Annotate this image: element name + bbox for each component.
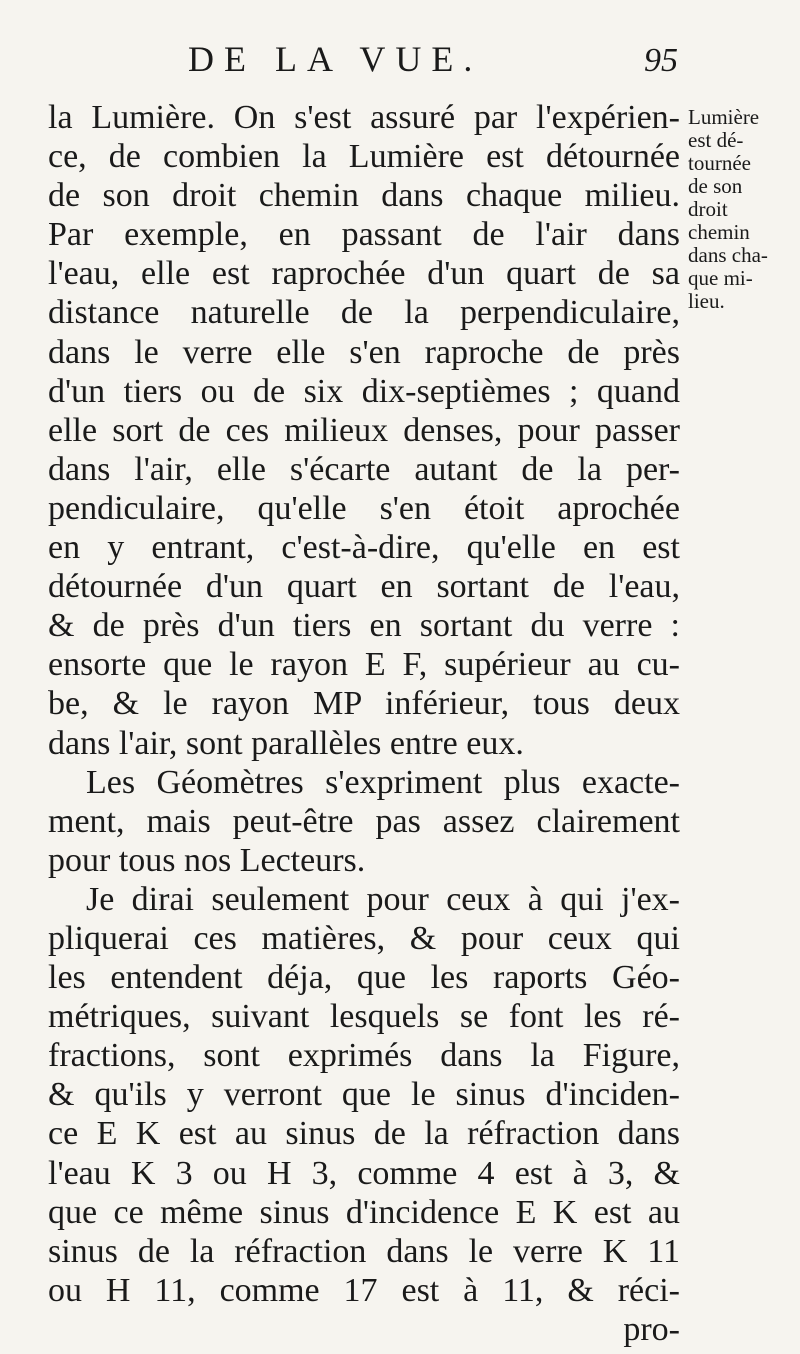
margin-note — [688, 106, 788, 313]
text-line: l'eau, elle est raprochée d'un quart de sa — [48, 255, 680, 293]
page-number: 95 — [644, 42, 678, 79]
text-line: métriques, suivant lesquels se font les ré- — [48, 998, 680, 1036]
text-line: dans le verre elle s'en raproche de près — [48, 333, 680, 371]
text-line: en y entrant, c'est-à-dire, qu'elle en est — [48, 529, 680, 567]
page-header — [48, 38, 678, 88]
margin-note-line: de son — [688, 174, 743, 198]
text-line: dans l'air, sont parallèles entre eux. — [48, 724, 524, 762]
text-line: la Lumière. On s'est assuré par l'expérien- — [48, 99, 680, 136]
margin-note-line: droit — [688, 197, 728, 221]
text-line: pendiculaire, qu'elle s'en étoit aprochée — [48, 489, 680, 527]
margin-note-line: Lumière — [688, 105, 760, 129]
text-line: dans l'air, elle s'écarte autant de la per- — [48, 450, 680, 488]
body-text — [48, 98, 680, 1349]
margin-note-line: tournée — [688, 151, 751, 175]
margin-note-line: chemin — [688, 220, 750, 244]
text-line: ce E K est au sinus de la réfraction dans — [48, 1115, 680, 1153]
text-line: les entendent déja, que les raports Géo- — [48, 959, 680, 997]
text-line: Par exemple, en passant de l'air dans — [48, 216, 680, 254]
text-line: ou H 11, comme 17 est à 11, & réci- — [48, 1271, 680, 1309]
text-line: elle sort de ces milieux denses, pour passer — [48, 411, 680, 449]
text-line: distance naturelle de la perpendiculaire, — [48, 294, 680, 332]
text-line: Les Géomètres s'expriment plus exacte- — [86, 763, 680, 801]
catchword: pro- — [623, 1310, 680, 1348]
text-line: sinus de la réfraction dans le verre K 11 — [48, 1232, 680, 1270]
text-line: be, & le rayon MP inférieur, tous deux — [48, 685, 680, 723]
text-line: détournée d'un quart en sortant de l'eau, — [48, 568, 680, 606]
text-line: que ce même sinus d'incidence E K est au — [48, 1193, 680, 1231]
text-line: fractions, sont exprimés dans la Figure, — [48, 1037, 680, 1075]
text-line: ment, mais peut-être pas assez clairement — [48, 802, 680, 840]
text-line: ce, de combien la Lumière est détournée — [48, 138, 680, 176]
text-line: & de près d'un tiers en sortant du verre : — [48, 607, 680, 645]
margin-note-line: dans cha- — [688, 243, 768, 267]
margin-note-line: que mi- — [688, 266, 753, 290]
text-line: ensorte que le rayon E F, supérieur au cu- — [48, 646, 680, 684]
text-line: de son droit chemin dans chaque milieu. — [48, 177, 680, 215]
margin-note-line: est dé- — [688, 128, 744, 152]
text-line: & qu'ils y verront que le sinus d'inciden- — [48, 1076, 680, 1114]
text-line: pliquerai ces matières, & pour ceux qui — [48, 919, 680, 957]
text-line: l'eau K 3 ou H 3, comme 4 est à 3, & — [48, 1154, 680, 1192]
running-head: DE LA VUE. — [188, 39, 483, 79]
margin-note-line: lieu. — [688, 289, 725, 313]
text-line: Je dirai seulement pour ceux à qui j'ex- — [86, 880, 680, 918]
text-line: d'un tiers ou de six dix-septièmes ; quand — [48, 372, 680, 410]
text-line: pour tous nos Lecteurs. — [48, 841, 366, 879]
